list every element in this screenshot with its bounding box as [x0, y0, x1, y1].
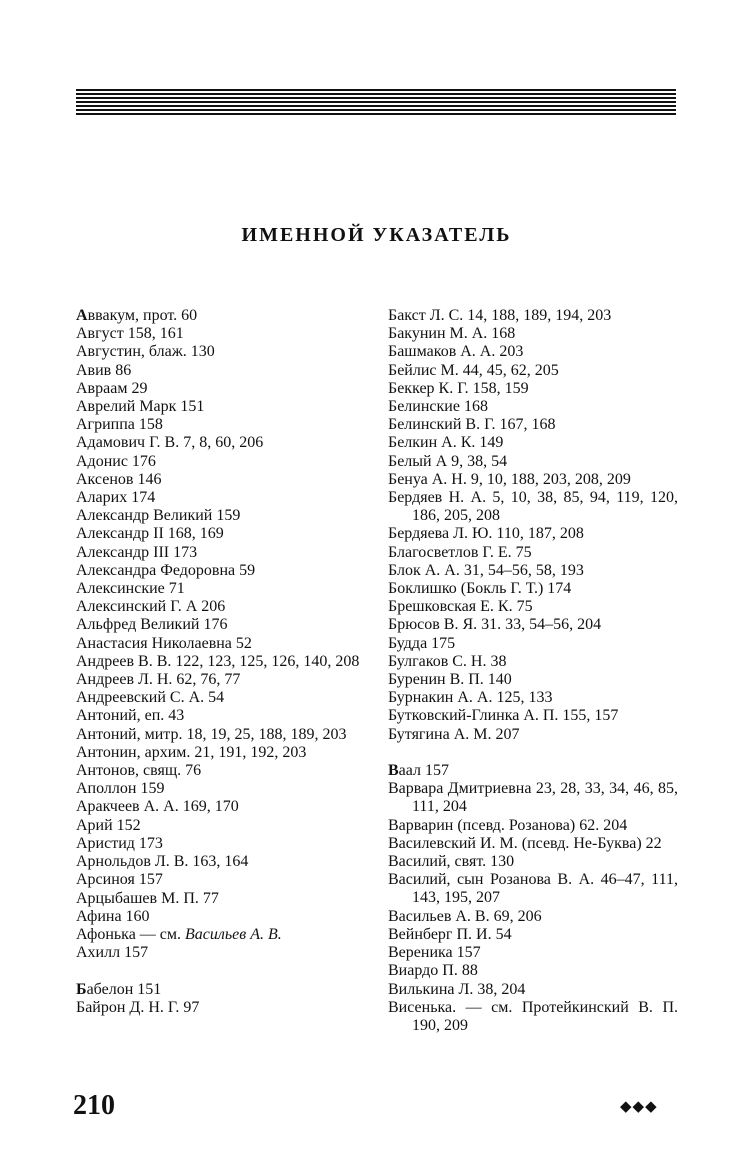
index-entry	[76, 362, 366, 380]
index-entry	[76, 871, 366, 889]
entry-text: Арнольдов Л. В. 163, 164	[76, 853, 249, 871]
index-entry	[388, 981, 678, 999]
entry-text: Ахилл 157	[76, 944, 149, 962]
entry-text: Белкин А. К. 149	[388, 434, 504, 452]
index-entry	[76, 944, 366, 962]
index-entry	[388, 926, 678, 944]
entry-text: ввакум, прот. 60	[87, 307, 198, 324]
index-entry	[76, 471, 366, 489]
entry-text: Брюсов В. Я. 31. 33, 54–56, 204	[388, 616, 602, 634]
section-initial: Б	[76, 980, 87, 998]
index-entry	[76, 671, 366, 689]
index-entry	[388, 343, 678, 361]
index-entry	[388, 853, 678, 871]
section-initial: В	[388, 762, 399, 780]
index-entry	[76, 580, 366, 598]
entry-text: Беккер К. Г. 158, 159	[388, 379, 529, 397]
index-entry	[76, 817, 366, 835]
index-entry	[76, 434, 366, 452]
index-entry	[388, 453, 678, 471]
entry-text: Аврелий Марк 151	[76, 398, 205, 416]
index-entry	[388, 999, 678, 1035]
index-entry	[388, 671, 678, 689]
entry-text: Варварин (псевд. Розанова) 62. 204	[388, 816, 628, 834]
entry-text: Бутягина А. М. 207	[388, 725, 520, 743]
entry-text: Адонис 176	[76, 452, 156, 470]
entry-text: Агриппа 158	[76, 416, 163, 434]
index-entry	[76, 416, 366, 434]
entry-text: Байрон Д. Н. Г. 97	[76, 998, 200, 1016]
index-column-right	[388, 307, 678, 1035]
entry-text: Арцыбашев М. П. 77	[76, 889, 219, 907]
entry-text: Буренин В. П. 140	[388, 671, 512, 689]
index-entry	[76, 689, 366, 707]
section-gap	[76, 962, 366, 980]
entry-text: Афонька — см.	[76, 925, 186, 943]
entry-text: Благосветлов Г. Е. 75	[388, 543, 532, 561]
entry-text: Башмаков А. А. 203	[388, 343, 524, 361]
entry-text: Антонин, архим. 21, 191, 192, 203	[76, 743, 307, 761]
index-entry	[76, 981, 366, 999]
index-entry	[388, 325, 678, 343]
index-entry	[388, 689, 678, 707]
index-entry	[388, 817, 678, 835]
index-entry	[76, 798, 366, 816]
index-entry	[388, 544, 678, 562]
entry-text: Андреевский С. А. 54	[76, 689, 225, 707]
index-entry	[388, 762, 678, 780]
index-entry	[388, 525, 678, 543]
index-entry	[76, 908, 366, 926]
entry-text: Васильев А. В. 69, 206	[388, 907, 542, 925]
index-entry	[388, 780, 678, 816]
index-entry	[76, 890, 366, 908]
entry-text: Антоний, митр. 18, 19, 25, 188, 189, 203	[76, 725, 347, 743]
entry-text: Бердяев Н. А. 5, 10, 38, 85, 94, 119, 120, 186, 205, 208	[388, 489, 678, 525]
entry-text: Афина 160	[76, 907, 150, 925]
index-entry	[76, 307, 366, 325]
entry-text: Авив 86	[76, 361, 132, 379]
index-entry	[388, 598, 678, 616]
entry-text: Белинские 168	[388, 398, 488, 416]
entry-text: Арий 152	[76, 816, 141, 834]
index-entry	[76, 999, 366, 1017]
index-entry	[76, 525, 366, 543]
entry-text: Василий, сын Розанова В. А. 46–47, 111, 143, 195, 207	[388, 871, 678, 907]
index-entry	[76, 325, 366, 343]
index-entry	[388, 635, 678, 653]
entry-text: Бурнакин А. А. 125, 133	[388, 689, 553, 707]
entry-text: Булгаков С. Н. 38	[388, 652, 507, 670]
entry-text: Вилькина Л. 38, 204	[388, 980, 526, 998]
entry-text: Вереника 157	[388, 944, 481, 962]
index-entry	[76, 707, 366, 725]
entry-text: Август 158, 161	[76, 325, 184, 343]
index-entry	[388, 653, 678, 671]
section-initial: А	[76, 307, 88, 324]
index-entry	[388, 416, 678, 434]
index-entry	[76, 598, 366, 616]
entry-text: аал 157	[398, 762, 449, 780]
entry-text: Брешковская Е. К. 75	[388, 598, 533, 616]
index-entry	[388, 471, 678, 489]
entry-text: Виардо П. 88	[388, 962, 478, 980]
entry-text: Арсиноя 157	[76, 871, 163, 889]
index-entry	[388, 434, 678, 452]
index-entry	[388, 962, 678, 980]
entry-text: Аларих 174	[76, 489, 156, 507]
entry-text: Августин, блаж. 130	[76, 343, 215, 361]
index-entry	[388, 398, 678, 416]
entry-text: Вейнберг П. И. 54	[388, 925, 512, 943]
entry-text: Висенька. — см. Протейкинский В. П. 190, 209	[388, 998, 678, 1034]
index-entry	[76, 726, 366, 744]
entry-text: Будда 175	[388, 634, 456, 652]
index-entry	[76, 562, 366, 580]
entry-text: Варвара Дмитриевна 23, 28, 33, 34, 46, 85, 111, 204	[388, 780, 678, 816]
index-entry	[76, 635, 366, 653]
entry-text: Алексинский Г. А 206	[76, 598, 226, 616]
section-gap	[388, 744, 678, 762]
cross-reference: Васильев А. В.	[185, 925, 282, 943]
entry-text: Бейлис М. 44, 45, 62, 205	[388, 361, 559, 379]
ornament-icon: ◆◆◆	[620, 1097, 658, 1115]
index-entry	[388, 944, 678, 962]
entry-text: Андреев Л. Н. 62, 76, 77	[76, 671, 241, 689]
entry-text: Адамович Г. В. 7, 8, 60, 206	[76, 434, 264, 452]
index-entry	[76, 835, 366, 853]
entry-text: Антоний, еп. 43	[76, 707, 185, 725]
entry-text: Александр Великий 159	[76, 507, 241, 525]
entry-text: Белинский В. Г. 167, 168	[388, 416, 556, 434]
index-entry	[76, 780, 366, 798]
header-rule	[76, 89, 676, 115]
entry-text: Алексинские 71	[76, 580, 185, 598]
index-entry	[76, 616, 366, 634]
entry-text: Аракчеев А. А. 169, 170	[76, 798, 239, 816]
entry-text: Белый А 9, 38, 54	[388, 452, 508, 470]
index-entry	[76, 653, 366, 671]
index-entry	[76, 762, 366, 780]
index-entry	[388, 726, 678, 744]
entry-text: Аристид 173	[76, 834, 163, 852]
entry-text: Александра Федоровна 59	[76, 561, 256, 579]
index-entry	[388, 908, 678, 926]
entry-text: Александр II 168, 169	[76, 525, 224, 543]
index-entry	[388, 380, 678, 398]
entry-text: Аксенов 146	[76, 470, 162, 488]
index-entry	[388, 307, 678, 325]
entry-text: Александр III 173	[76, 543, 198, 561]
entry-text: Антонов, свящ. 76	[76, 762, 202, 780]
index-entry	[76, 380, 366, 398]
entry-text: Бакунин М. А. 168	[388, 325, 516, 343]
index-entry	[388, 871, 678, 907]
index-entry	[76, 744, 366, 762]
index-entry	[76, 489, 366, 507]
index-column-left	[76, 307, 366, 1017]
index-entry	[76, 544, 366, 562]
index-entry	[76, 343, 366, 361]
entry-text: абелон 151	[86, 980, 162, 998]
index-entry	[388, 562, 678, 580]
index-entry	[76, 507, 366, 525]
index-entry	[76, 926, 366, 944]
index-entry	[76, 453, 366, 471]
index-entry	[388, 580, 678, 598]
index-entry	[388, 489, 678, 525]
entry-text: Василий, свят. 130	[388, 853, 515, 871]
entry-text: Бердяева Л. Ю. 110, 187, 208	[388, 525, 584, 543]
entry-text: Боклишко (Бокль Г. Т.) 174	[388, 580, 572, 598]
index-entry	[76, 398, 366, 416]
entry-text: Бутковский-Глинка А. П. 155, 157	[388, 707, 619, 725]
page-title: ИМЕННОЙ УКАЗАТЕЛЬ	[241, 224, 512, 246]
index-entry	[388, 707, 678, 725]
entry-text: Василевский И. М. (псевд. Не-Буква) 22	[388, 834, 662, 852]
index-entry	[388, 362, 678, 380]
index-entry	[388, 835, 678, 853]
entry-text: Бенуа А. Н. 9, 10, 188, 203, 208, 209	[388, 470, 631, 488]
entry-text: Аполлон 159	[76, 780, 165, 798]
index-entry	[388, 616, 678, 634]
entry-text: Андреев В. В. 122, 123, 125, 126, 140, 208	[76, 652, 360, 670]
entry-text: Авраам 29	[76, 379, 148, 397]
index-entry	[76, 853, 366, 871]
entry-text: Бакст Л. С. 14, 188, 189, 194, 203	[388, 307, 612, 324]
entry-text: Анастасия Николаевна 52	[76, 634, 252, 652]
page-number: 210	[73, 1090, 115, 1121]
entry-text: Альфред Великий 176	[76, 616, 228, 634]
entry-text: Блок А. А. 31, 54–56, 58, 193	[388, 561, 584, 579]
